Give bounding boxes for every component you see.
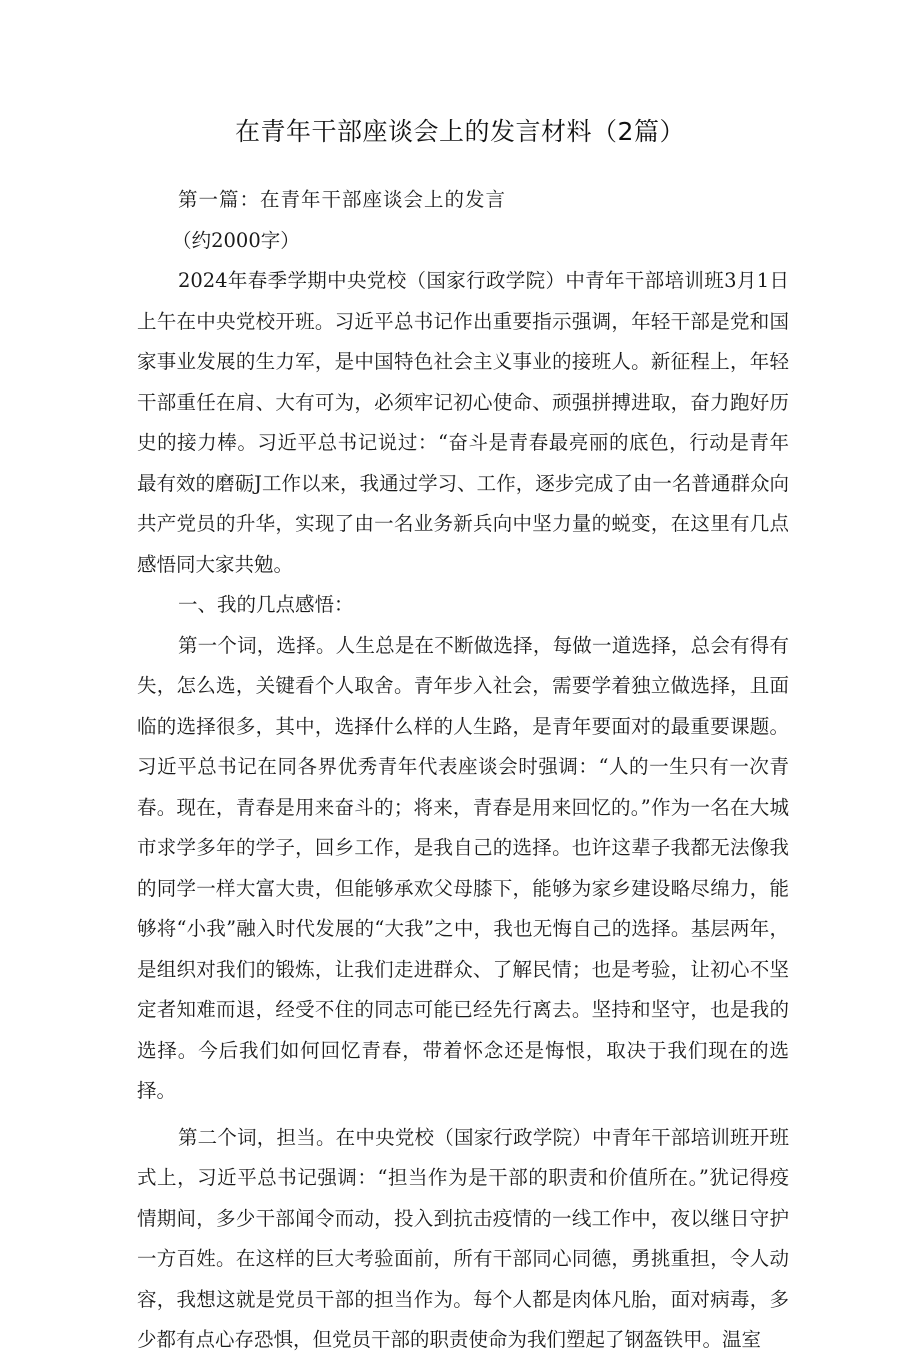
intro-paragraph: 2024年春季学期中央党校（国家行政学院）中青年干部培训班3月1日上午在中央党校开班。习近平总书记作出重要指示强调，年轻干部是党和国家事业发展的生力军，是中国特色社会主义事业的接班人。新征程上，年轻干部重任在肩、大有可为，必须牢记初心使命、顽强拼搏进取，奋力跑好历史的接力棒。习近平总书记说过：“奋斗是青春最亮丽的底色，行动是青年最有效的磨砺J工作以来，我通过学习、工作，逐步完成了由一名普通群众向共产党员的升华，实现了由一名业务新兵向中坚力量的蜕变，在这里有几点感悟同大家共勉。 [137, 269, 789, 576]
document-body [137, 180, 789, 1361]
subheading: 一、我的几点感悟： [177, 593, 354, 616]
document-title: 在青年干部座谈会上的发言材料（2篇） [235, 117, 685, 146]
word-count-note: （约2000字） [172, 228, 300, 252]
section-heading: 第一篇：在青年干部座谈会上的发言 [177, 188, 506, 211]
paragraph-choice: 第一个词，选择。人生总是在不断做选择，每做一道选择，总会有得有失，怎么选，关键看个人取舍。青年步入社会，需要学着独立做选择，且面临的选择很多，其中，选择什么样的人生路，是青年要面对的最重要课题。习近平总书记在同各界优秀青年代表座谈会时强调：“人的一生只有一次青春。现在，青春是用来奋斗的；将来，青春是用来回忆的。”作为一名在大城市求学多年的学子，回乡工作，是我自己的选择。也许这辈子我都无法像我的同学一样大富大贵，但能够承欢父母膝下，能够为家乡建设略尽绵力，能够将“小我”融入时代发展的“大我”之中，我也无悔自己的选择。基层两年，是组织对我们的锻炼，让我们走进群众、了解民情；也是考验，让初心不坚定者知难而退，经受不住的同志可能已经先行离去。坚持和坚守，也是我的选择。今后我们如何回忆青春，带着怀念还是悔恨，取决于我们现在的选择。 [137, 633, 789, 1102]
paragraph-responsibility: 第二个词，担当。在中央党校（国家行政学院）中青年干部培训班开班式上，习近平总书记强调：“担当作为是干部的职责和价值所在。”犹记得疫情期间，多少干部闻令而动，投入到抗击疫情的一线工作中，夜以继日守护一方百姓。在这样的巨大考验面前，所有干部同心同德，勇挑重担，令人动容，我想这就是党员干部的担当作为。每个人都是肉体凡胎，面对病毒，多少都有点心存恐惧，但党员干部的职责使命为我们塑起了钢盔铁甲。温室 [137, 1125, 789, 1351]
